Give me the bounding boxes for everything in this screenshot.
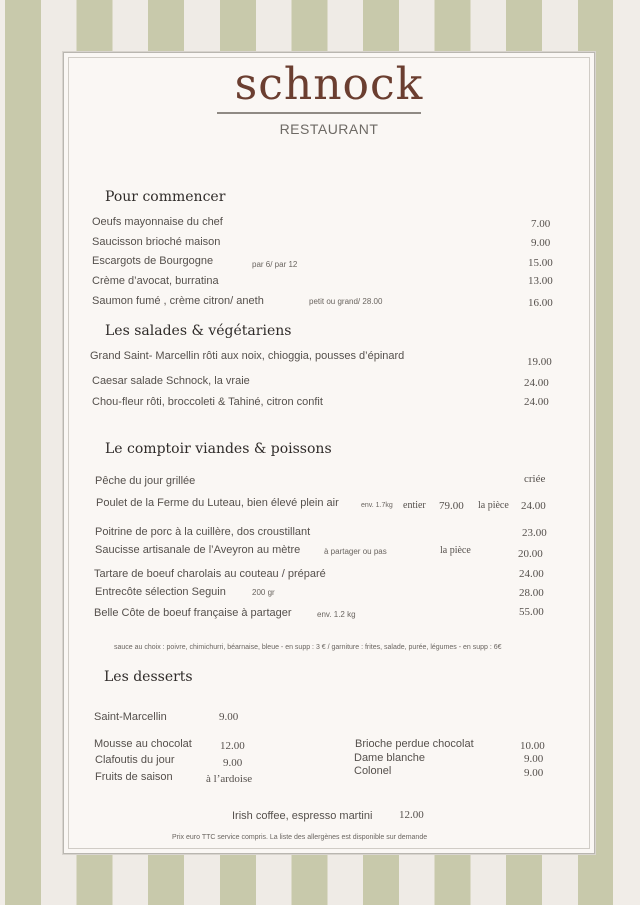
menu-item-price: 28.00 — [519, 587, 544, 599]
section-title-salads: Les salades & végétariens — [105, 323, 292, 339]
menu-item-name: Oeufs mayonnaise du chef — [92, 216, 223, 228]
menu-item-price: 24.00 — [519, 568, 544, 580]
dessert-price: 9.00 — [219, 711, 239, 723]
menu-item-option-price: 79.00 — [439, 500, 464, 512]
menu-item-note: par 6/ par 12 — [252, 260, 298, 269]
menu-item-name: Escargots de Bourgogne — [92, 255, 214, 267]
menu-item-price: 24.00 — [521, 500, 546, 512]
menu-item-name: Chou-fleur rôti, broccoleti & Tahiné, citron confit — [92, 396, 323, 408]
menu-item-option: la pièce — [478, 500, 509, 511]
menu-item-name: Poulet de la Ferme du Luteau, bien élevé plein air — [96, 497, 339, 509]
menu-item-note: petit ou grand/ 28.00 — [309, 297, 383, 306]
dessert-price: 12.00 — [220, 740, 245, 752]
menu-item-price: criée — [524, 473, 546, 485]
menu-item-price: 9.00 — [531, 237, 551, 249]
dessert-price: 9.00 — [524, 767, 544, 779]
menu-item-option: la pièce — [440, 545, 471, 556]
section-title-starters: Pour commencer — [105, 189, 226, 205]
menu-item-price: 23.00 — [522, 527, 547, 539]
section-title-desserts: Les desserts — [104, 669, 193, 685]
menu-item-price: 24.00 — [524, 377, 549, 389]
dessert-name: Fruits de saison — [95, 771, 173, 783]
menu-item-note: à partager ou pas — [324, 547, 387, 556]
menu-item-price: 7.00 — [531, 218, 551, 230]
footer-note: Prix euro TTC service compris. La liste des allergènes est disponible sur demande — [172, 834, 428, 841]
menu-item-note: 200 gr — [252, 588, 275, 597]
dessert-price: 10.00 — [520, 740, 545, 752]
menu-item-price: 19.00 — [527, 356, 552, 368]
dessert-name: Saint-Marcellin — [94, 711, 167, 723]
background-edge — [613, 0, 640, 905]
menu-item-price: 15.00 — [528, 257, 553, 269]
menu-item-name: Tartare de boeuf charolais au couteau / préparé — [94, 568, 326, 580]
logo-underline — [217, 112, 421, 114]
cocktail-price: 12.00 — [399, 809, 424, 821]
menu-item-name: Belle Côte de boeuf française à partager — [94, 607, 292, 619]
menu-item-price: 16.00 — [528, 297, 553, 309]
restaurant-logo: schnock — [234, 59, 424, 110]
menu-item-option: entier — [403, 500, 426, 511]
dessert-name: Dame blanche — [354, 752, 425, 764]
dessert-price: 9.00 — [223, 757, 243, 769]
dessert-name: Clafoutis du jour — [95, 754, 175, 766]
background-edge — [0, 0, 5, 905]
menu-item-name: Entrecôte sélection Seguin — [95, 586, 226, 598]
menu-item-name: Saucisson brioché maison — [92, 236, 221, 248]
menu-item-price: 55.00 — [519, 606, 544, 618]
menu-item-name: Grand Saint- Marcellin rôti aux noix, chioggia, pousses d’épinard — [90, 350, 405, 362]
menu-item-name: Pêche du jour grillée — [95, 475, 196, 487]
menu-item-price: 20.00 — [518, 548, 543, 560]
menu-item-price: 24.00 — [524, 396, 549, 408]
menu-item-name: Saumon fumé , crème citron/ aneth — [92, 295, 264, 307]
menu-item-note: env. 1.2 kg — [317, 610, 356, 619]
sauce-garnish-note: sauce au choix : poivre, chimichurri, béarnaise, bleue - en supp : 3 € / garniture : frites, salade, purée, légumes - en supp : 6€ — [114, 644, 502, 651]
cocktail-name: Irish coffee, espresso martini — [232, 810, 373, 822]
menu-card — [63, 52, 595, 854]
dessert-price: 9.00 — [524, 753, 544, 765]
dessert-name: Brioche perdue chocolat — [355, 738, 474, 750]
dessert-name: Colonel — [354, 765, 392, 777]
menu-item-price: 13.00 — [528, 275, 553, 287]
menu-item-name: Caesar salade Schnock, la vraie — [92, 375, 250, 387]
dessert-name: Mousse au chocolat — [94, 738, 192, 750]
section-title-counter: Le comptoir viandes & poissons — [105, 441, 332, 457]
dessert-price: à l’ardoise — [206, 773, 253, 785]
restaurant-subtitle: RESTAURANT — [279, 121, 379, 137]
menu-item-name: Poitrine de porc à la cuillère, dos croustillant — [95, 526, 311, 538]
menu-item-note: env. 1.7kg — [361, 502, 393, 509]
menu-item-name: Crème d’avocat, burratina — [92, 275, 219, 287]
menu-item-name: Saucisse artisanale de l’Aveyron au mètre — [95, 544, 301, 556]
